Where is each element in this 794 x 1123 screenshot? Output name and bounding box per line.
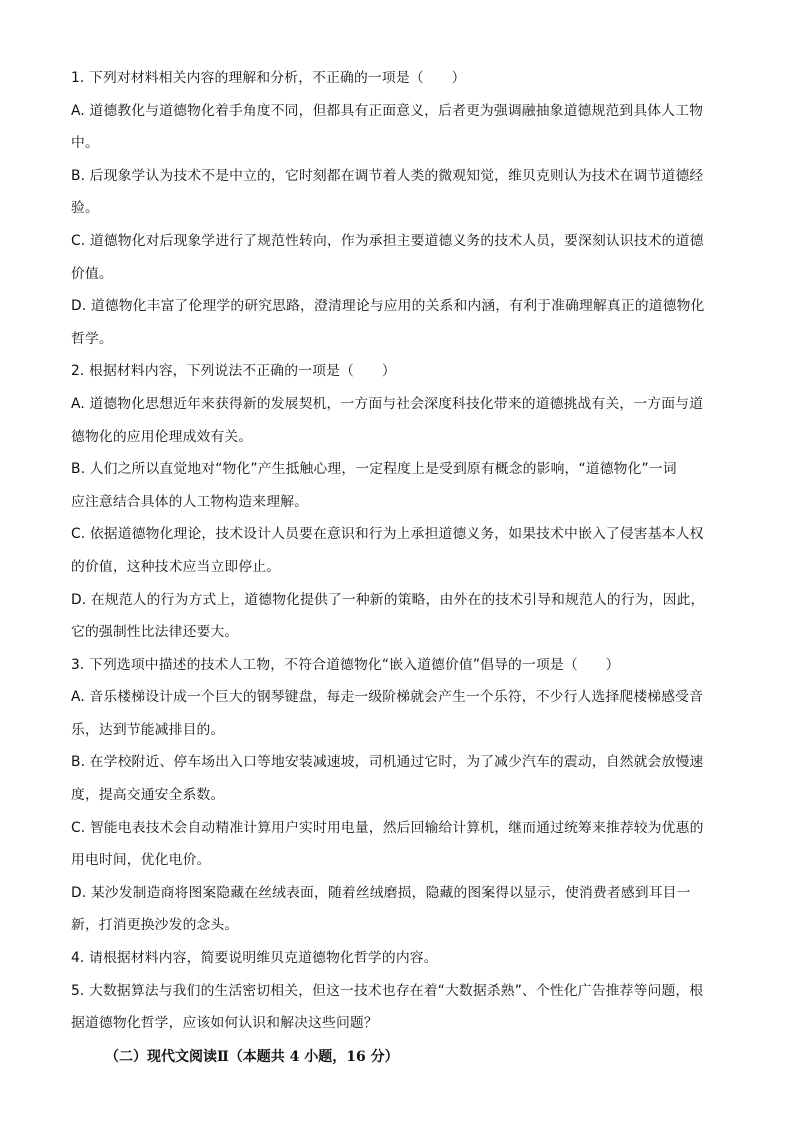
question-2-option-c-line-2: 的价值，这种技术应当立即停止。 <box>71 558 281 575</box>
question-2-stem: 2. 根据材料内容，下列说法不正确的一项是（ ） <box>71 363 396 380</box>
question-5-stem-line-1: 5. 大数据算法与我们的生活密切相关，但这一技术也存在着“大数据杀熟”、个性化广告推荐等问题，根 <box>71 982 704 999</box>
question-1-stem: 1. 下列对材料相关内容的理解和分析，不正确的一项是（ ） <box>71 70 466 86</box>
question-1-option-d-line-2: 哲学。 <box>71 330 113 347</box>
question-2-option-a-line-1: A. 道德物化思想近年来获得新的发展契机，一方面与社会深度科技化带来的道德挑战有关，一方面与道 <box>71 395 704 412</box>
question-2-option-d-line-2: 它的强制性比法律还要大。 <box>71 624 239 641</box>
question-3-option-c-line-2: 用电时间，优化电价。 <box>71 852 211 869</box>
question-3-option-d-line-2: 新，打消更换沙发的念头。 <box>71 917 239 934</box>
question-3-option-d-line-1: D. 某沙发制造商将图案隐藏在丝绒表面，随着丝绒磨损，隐藏的图案得以显示，使消费者感到耳目一 <box>71 884 691 901</box>
question-2-option-a-line-2: 德物化的应用伦理成效有关。 <box>71 428 253 445</box>
question-1-option-a-line-2: 中。 <box>71 135 99 152</box>
question-2-option-d-line-1: D. 在规范人的行为方式上，道德物化提供了一种新的策略，由外在的技术引导和规范人的行为，因此， <box>71 591 705 608</box>
question-3-option-b-line-2: 度，提高交通安全系数。 <box>71 787 225 804</box>
question-3-option-c-line-1: C. 智能电表技术会自动精准计算用户实时用电量，然后回输给计算机，继而通过统筹来推荐较为优惠的 <box>71 819 704 836</box>
question-2-option-c-line-1: C. 依据道德物化理论，技术设计人员要在意识和行为上承担道德义务，如果技术中嵌入了侵害基本人权 <box>71 526 704 543</box>
question-1-option-b-line-2: 验。 <box>71 200 99 217</box>
question-1-option-d-line-1: D. 道德物化丰富了伦理学的研究思路，澄清理论与应用的关系和内涵，有利于准确理解真正的道德物化 <box>71 298 705 315</box>
question-1-option-c-line-2: 价值。 <box>71 265 113 282</box>
question-3-option-a-line-1: A. 音乐楼梯设计成一个巨大的钢琴键盘，每走一级阶梯就会产生一个乐符，不少行人选择爬楼梯感受音 <box>71 689 704 706</box>
question-1-option-c-line-1: C. 道德物化对后现象学进行了规范性转向，作为承担主要道德义务的技术人员，要深刻认识技术的道德 <box>71 232 704 249</box>
question-5-stem-line-2: 据道德物化哲学，应该如何认识和解决这些问题？ <box>71 1015 378 1032</box>
question-3-stem: 3. 下列选项中描述的技术人工物，不符合道德物化“嵌入道德价值”倡导的一项是（ ） <box>71 656 620 673</box>
question-4-stem: 4. 请根据材料内容，简要说明维贝克道德物化哲学的内容。 <box>71 950 438 967</box>
question-3-option-b-line-1: B. 在学校附近、停车场出入口等地安装减速坡，司机通过它时，为了减少汽车的震动，自然就会放慢速 <box>71 754 704 771</box>
question-3-option-a-line-2: 乐，达到节能减排目的。 <box>71 721 225 738</box>
question-2-option-b-line-2: 应注意结合具体的人工物构造来理解。 <box>71 493 309 510</box>
question-2-option-b-line-1: B. 人们之所以直觉地对“物化”产生抵触心理，一定程度上是受到原有概念的影响，“道德物化”一词 <box>71 461 677 478</box>
document-page <box>71 62 711 1073</box>
section-heading: （二）现代文阅读Ⅱ（本题共 4 小题，16 分） <box>105 1048 399 1065</box>
question-1-option-b-line-1: B. 后现象学认为技术不是中立的，它时刻都在调节着人类的微观知觉，维贝克则认为技术在调节道德经 <box>71 167 704 184</box>
question-1-option-a-line-1: A. 道德教化与道德物化着手角度不同，但都具有正面意义，后者更为强调融抽象道德规范到具体人工物 <box>71 102 704 119</box>
